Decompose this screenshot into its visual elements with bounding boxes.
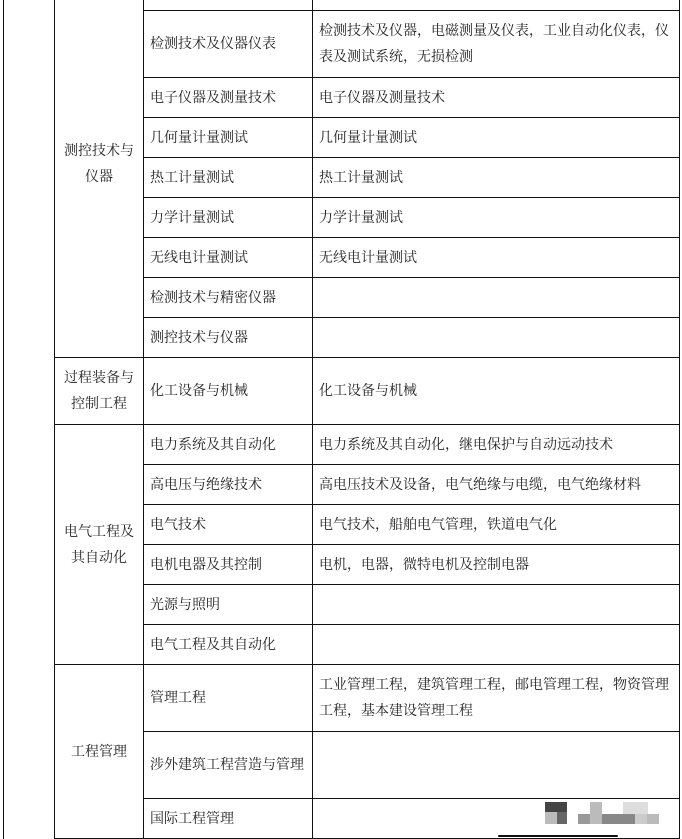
table-row [55, 118, 680, 158]
table-row [55, 198, 680, 238]
former-major-cell [313, 732, 680, 799]
former-major-cell: 几何量计量测试 [313, 118, 680, 158]
group-cell: 测控技术与仪器 [55, 0, 144, 358]
major-cell: 光源与照明 [144, 585, 313, 625]
major-mapping-table [54, 0, 680, 839]
major-cell: 测控技术与仪器 [144, 318, 313, 358]
watermark-block [557, 812, 567, 824]
former-major-cell: 力学计量测试 [313, 198, 680, 238]
major-cell: 电力系统及其自动化 [144, 425, 313, 465]
table-row [55, 425, 680, 465]
major-cell: 力学计量测试 [144, 198, 313, 238]
former-major-cell: 无线电计量测试 [313, 238, 680, 278]
former-major-cell [313, 318, 680, 358]
major-cell: 化工设备与机械 [144, 358, 313, 425]
major-cell [144, 0, 313, 11]
pixelated-watermark-logo [535, 802, 665, 828]
table-row [55, 585, 680, 625]
former-major-cell: 电机，电器，微特电机及控制电器 [313, 545, 680, 585]
major-cell: 检测技术与精密仪器 [144, 278, 313, 318]
table-row [55, 11, 680, 78]
former-major-cell: 电力系统及其自动化，继电保护与自动远动技术 [313, 425, 680, 465]
watermark-block [545, 812, 557, 824]
table-row [55, 0, 680, 11]
former-major-cell [313, 0, 680, 11]
watermark-block [545, 802, 567, 812]
major-cell: 涉外建筑工程营造与管理 [144, 732, 313, 799]
former-major-cell: 工业管理工程，建筑管理工程，邮电管理工程，物资管理工程，基本建设管理工程 [313, 665, 680, 732]
former-major-cell: 电子仪器及测量技术 [313, 78, 680, 118]
group-cell: 电气工程及其自动化 [55, 425, 144, 665]
watermark-block [602, 814, 635, 824]
major-cell: 国际工程管理 [144, 799, 313, 839]
major-cell: 电子仪器及测量技术 [144, 78, 313, 118]
table-row [55, 158, 680, 198]
table-row [55, 545, 680, 585]
major-cell: 电气技术 [144, 505, 313, 545]
group-cell: 工程管理 [55, 665, 144, 839]
table-row [55, 278, 680, 318]
watermark-block [635, 814, 647, 824]
major-cell: 几何量计量测试 [144, 118, 313, 158]
table-row [55, 625, 680, 665]
former-major-cell [313, 585, 680, 625]
table-row [55, 78, 680, 118]
former-major-cell: 高电压技术及设备，电气绝缘与电缆，电气绝缘材料 [313, 465, 680, 505]
major-cell: 电机电器及其控制 [144, 545, 313, 585]
former-major-cell: 电气技术，船舶电气管理，铁道电气化 [313, 505, 680, 545]
former-major-cell: 检测技术及仪器，电磁测量及仪表，工业自动化仪表，仪表及测试系统，无损检测 [313, 11, 680, 78]
major-cell: 热工计量测试 [144, 158, 313, 198]
table-row [55, 318, 680, 358]
table-row [55, 238, 680, 278]
table-row [55, 732, 680, 799]
outer-table-border-line [3, 0, 4, 839]
table-row [55, 465, 680, 505]
watermark-block [647, 814, 659, 824]
watermark-block [623, 802, 648, 814]
watermark-block [590, 802, 602, 824]
former-major-cell [313, 278, 680, 318]
table-row [55, 505, 680, 545]
former-major-cell: 化工设备与机械 [313, 358, 680, 425]
group-cell: 过程装备与控制工程 [55, 358, 144, 425]
watermark-block [578, 814, 590, 824]
major-cell: 检测技术及仪器仪表 [144, 11, 313, 78]
bottom-edge-mark [498, 835, 618, 837]
table-row [55, 358, 680, 425]
table-row [55, 665, 680, 732]
major-cell: 高电压与绝缘技术 [144, 465, 313, 505]
major-cell: 电气工程及其自动化 [144, 625, 313, 665]
major-cell: 无线电计量测试 [144, 238, 313, 278]
major-cell: 管理工程 [144, 665, 313, 732]
former-major-cell: 热工计量测试 [313, 158, 680, 198]
former-major-cell [313, 625, 680, 665]
